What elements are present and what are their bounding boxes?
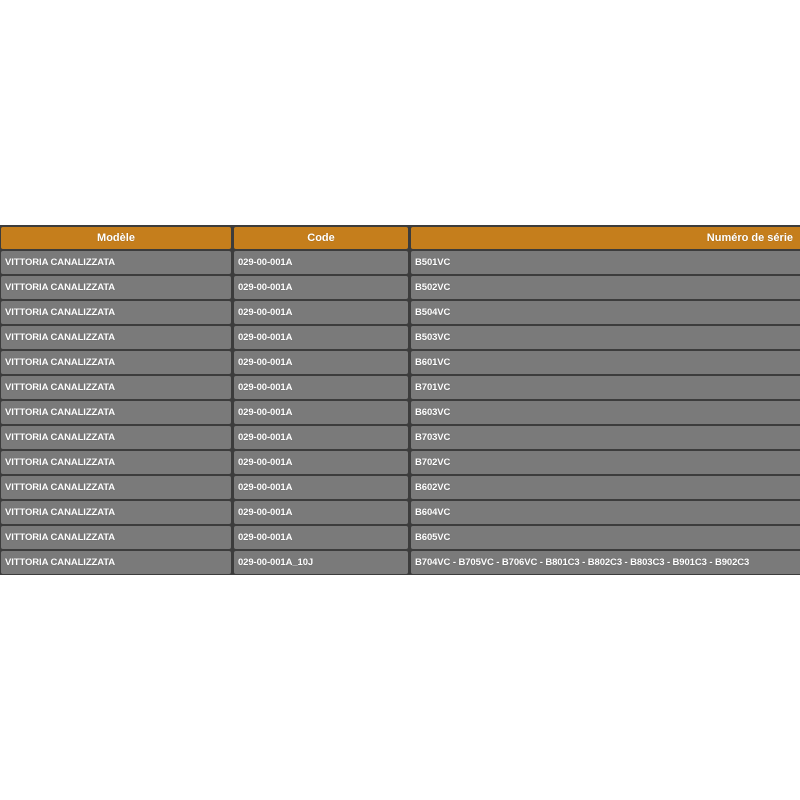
cell-model: VITTORIA CANALIZZATA (1, 326, 231, 349)
table-row (1, 426, 800, 449)
cell-serial-number: B604VC (411, 501, 800, 524)
table-row (1, 251, 800, 274)
cell-code: 029-00-001A_10J (234, 551, 408, 574)
cell-code: 029-00-001A (234, 326, 408, 349)
cell-model: VITTORIA CANALIZZATA (1, 476, 231, 499)
cell-serial-number: B605VC (411, 526, 800, 549)
cell-serial-number: B602VC (411, 476, 800, 499)
table-row (1, 451, 800, 474)
product-table-container (0, 225, 800, 575)
cell-model: VITTORIA CANALIZZATA (1, 426, 231, 449)
table-row (1, 501, 800, 524)
cell-code: 029-00-001A (234, 426, 408, 449)
column-header-model[interactable]: Modèle (1, 227, 231, 249)
cell-serial-number: B502VC (411, 276, 800, 299)
cell-model: VITTORIA CANALIZZATA (1, 301, 231, 324)
cell-code: 029-00-001A (234, 526, 408, 549)
cell-serial-number: B702VC (411, 451, 800, 474)
cell-code: 029-00-001A (234, 501, 408, 524)
cell-code: 029-00-001A (234, 376, 408, 399)
table-row (1, 326, 800, 349)
table-row (1, 301, 800, 324)
cell-serial-number: B704VC - B705VC - B706VC - B801C3 - B802C3 - B803C3 - B901C3 - B902C3 (411, 551, 800, 574)
cell-model: VITTORIA CANALIZZATA (1, 376, 231, 399)
cell-code: 029-00-001A (234, 451, 408, 474)
product-serial-table (0, 225, 800, 576)
table-row (1, 476, 800, 499)
table-row (1, 401, 800, 424)
cell-code: 029-00-001A (234, 276, 408, 299)
table-row (1, 276, 800, 299)
cell-code: 029-00-001A (234, 251, 408, 274)
table-row (1, 551, 800, 574)
table-row (1, 526, 800, 549)
cell-model: VITTORIA CANALIZZATA (1, 501, 231, 524)
cell-serial-number: B503VC (411, 326, 800, 349)
cell-code: 029-00-001A (234, 476, 408, 499)
table-header-row (1, 227, 800, 249)
cell-model: VITTORIA CANALIZZATA (1, 351, 231, 374)
cell-model: VITTORIA CANALIZZATA (1, 401, 231, 424)
cell-model: VITTORIA CANALIZZATA (1, 451, 231, 474)
cell-serial-number: B703VC (411, 426, 800, 449)
column-header-serial-number[interactable]: Numéro de série (411, 227, 800, 249)
cell-serial-number: B504VC (411, 301, 800, 324)
cell-serial-number: B701VC (411, 376, 800, 399)
cell-model: VITTORIA CANALIZZATA (1, 276, 231, 299)
cell-serial-number: B603VC (411, 401, 800, 424)
table-row (1, 376, 800, 399)
cell-model: VITTORIA CANALIZZATA (1, 251, 231, 274)
column-header-code[interactable]: Code (234, 227, 408, 249)
cell-model: VITTORIA CANALIZZATA (1, 526, 231, 549)
cell-serial-number: B601VC (411, 351, 800, 374)
table-row (1, 351, 800, 374)
cell-serial-number: B501VC (411, 251, 800, 274)
cell-code: 029-00-001A (234, 301, 408, 324)
cell-code: 029-00-001A (234, 351, 408, 374)
cell-model: VITTORIA CANALIZZATA (1, 551, 231, 574)
cell-code: 029-00-001A (234, 401, 408, 424)
